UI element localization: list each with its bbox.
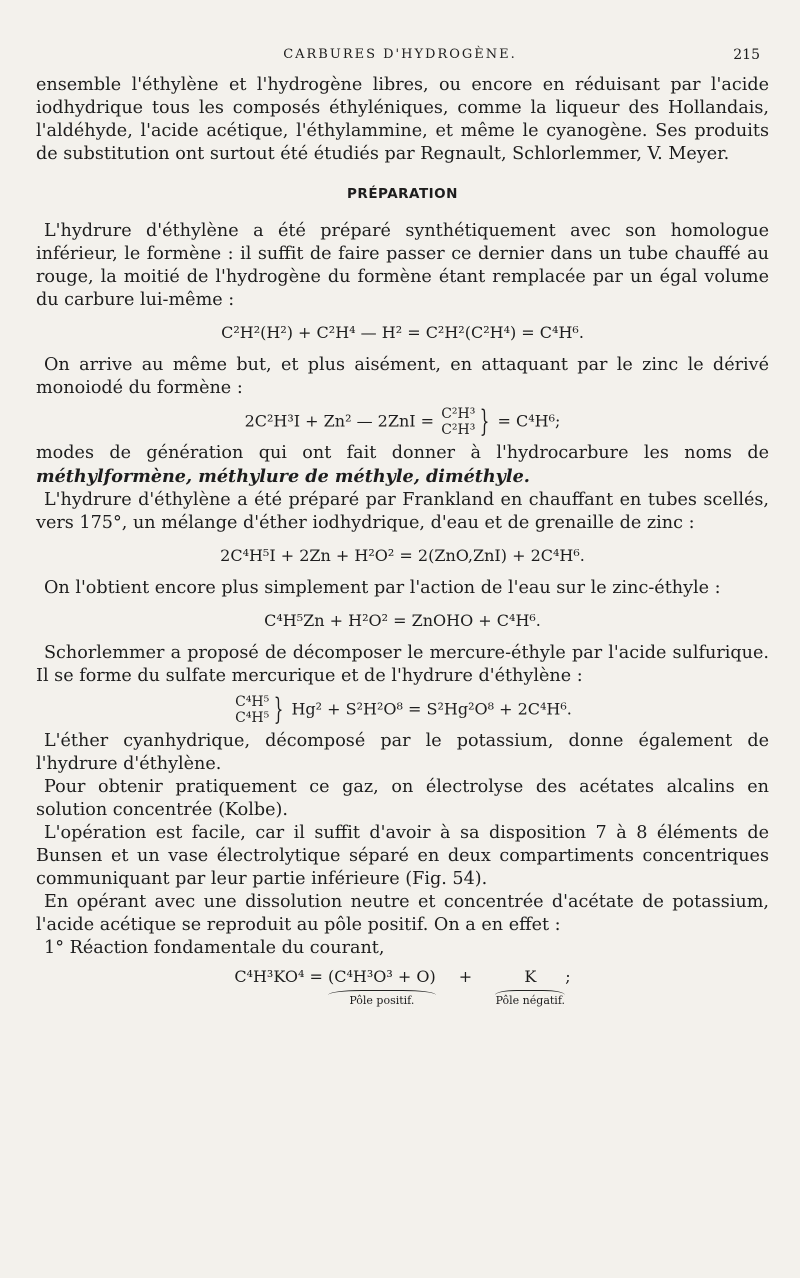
page-number: 215: [733, 47, 760, 63]
formula-5: [36, 694, 769, 726]
formula-6-plus: +: [458, 967, 473, 986]
paragraph-kolbe: Pour obtenir pratiquement ce gaz, on électrolyse des acétates alcalins en solution concentrée (Kolbe).: [36, 777, 769, 820]
formula-6-left: C⁴H³KO⁴ =: [234, 967, 328, 986]
formula-2-bottom: C²H³: [441, 422, 476, 438]
paragraph-names-text: modes de génération qui ont fait donner à l'hydrocarbure les noms de: [36, 443, 769, 463]
paragraph-synthesis: L'hydrure d'éthylène a été préparé synthétiquement avec son homologue inférieur, le formène : il suffit de faire passer ce dernier dans un tube chauffé au rouge, la moitié de l'hydrogène du formène étant remplacée par un égal volume du carbure lui-même :: [36, 221, 769, 310]
formula-3: 2C⁴H⁵I + 2Zn + H²O² = 2(ZnO,ZnI) + 2C⁴H⁶.: [220, 546, 585, 565]
caption-negative-pole: Pôle négatif.: [495, 994, 565, 1007]
formula-2: [36, 406, 769, 438]
formula-2-right: = C⁴H⁶;: [497, 411, 561, 431]
formula-2-stack: [441, 406, 475, 438]
page-header: [0, 47, 800, 67]
paragraph-names-emphasis: méthylformène, méthylure de méthyle, diméthyle.: [36, 466, 530, 487]
formula-6-k: K: [524, 967, 537, 986]
paragraph-cyanhydric: L'éther cyanhydrique, décomposé par le potassium, donne également de l'hydrure d'éthylène.: [36, 731, 769, 774]
formula-2-top: C²H³: [441, 406, 476, 422]
paragraph-acetate: En opérant avec une dissolution neutre et concentrée d'acétate de potassium, l'acide acétique se reproduit au pôle positif. On a en effet :: [36, 892, 769, 935]
brace-icon: }: [480, 404, 490, 439]
paragraph-reaction: 1° Réaction fondamentale du courant,: [44, 938, 385, 958]
brace-icon: }: [274, 692, 284, 727]
formula-6-negative: [495, 966, 565, 1007]
formula-4: C⁴H⁵Zn + H²O² = ZnOHO + C⁴H⁶.: [264, 611, 541, 630]
paragraph-intro: ensemble l'éthylène et l'hydrogène libres, ou encore en réduisant par l'acide iodhydrique tous les composés éthyléniques, comme la liqueur des Hollandais, l'aldéhyde, l'acide acétique, l'éthylammine, et même le cyanogène. Ses produits de substitution ont surtout été étudiés par Regnault, Schlorlemmer, V. Meyer.: [36, 75, 769, 164]
section-heading: PRÉPARATION: [347, 186, 458, 202]
caption-positive-pole: Pôle positif.: [349, 994, 415, 1007]
formula-6-end: ;: [565, 967, 571, 986]
paragraph-zinc: On arrive au même but, et plus aisément, en attaquant par le zinc le dérivé monoiodé du formène :: [36, 355, 769, 398]
page-body: [36, 74, 769, 1017]
paragraph-schorlemmer: Schorlemmer a proposé de décomposer le mercure-éthyle par l'acide sulfurique. Il se forme du sulfate mercurique et de l'hydrure d'éthylène :: [36, 643, 769, 686]
paragraph-names: [36, 442, 769, 489]
formula-2-left: 2C²H³I + Zn² — 2ZnI =: [244, 411, 435, 431]
formula-5-bottom: C⁴H⁵: [235, 710, 270, 726]
running-head: CARBURES D'HYDROGÈNE.: [283, 47, 517, 62]
formula-5-right: Hg² + S²H²O⁸ = S²Hg²O⁸ + 2C⁴H⁶.: [291, 699, 572, 719]
formula-6-positive: [328, 966, 436, 1007]
formula-5-stack: [235, 694, 269, 726]
paragraph-zinc-ethyl: On l'obtient encore plus simplement par l'action de l'eau sur le zinc-éthyle :: [44, 578, 721, 598]
paragraph-frankland: L'hydrure d'éthylène a été préparé par Frankland en chauffant en tubes scellés, vers 175°, un mélange d'éther iodhydrique, d'eau et de grenaille de zinc :: [36, 490, 769, 533]
formula-5-top: C⁴H⁵: [235, 694, 270, 710]
formula-6: [36, 966, 769, 1007]
formula-6-mid: (C⁴H³O³ + O): [327, 967, 436, 986]
formula-1: C²H²(H²) + C²H⁴ — H² = C²H²(C²H⁴) = C⁴H⁶.: [221, 323, 584, 342]
paragraph-operation: L'opération est facile, car il suffit d'avoir à sa disposition 7 à 8 éléments de Bunsen et un vase électrolytique séparé en deux compartiments concentriques communiquant par leur partie inférieure (Fig. 54).: [36, 823, 769, 889]
